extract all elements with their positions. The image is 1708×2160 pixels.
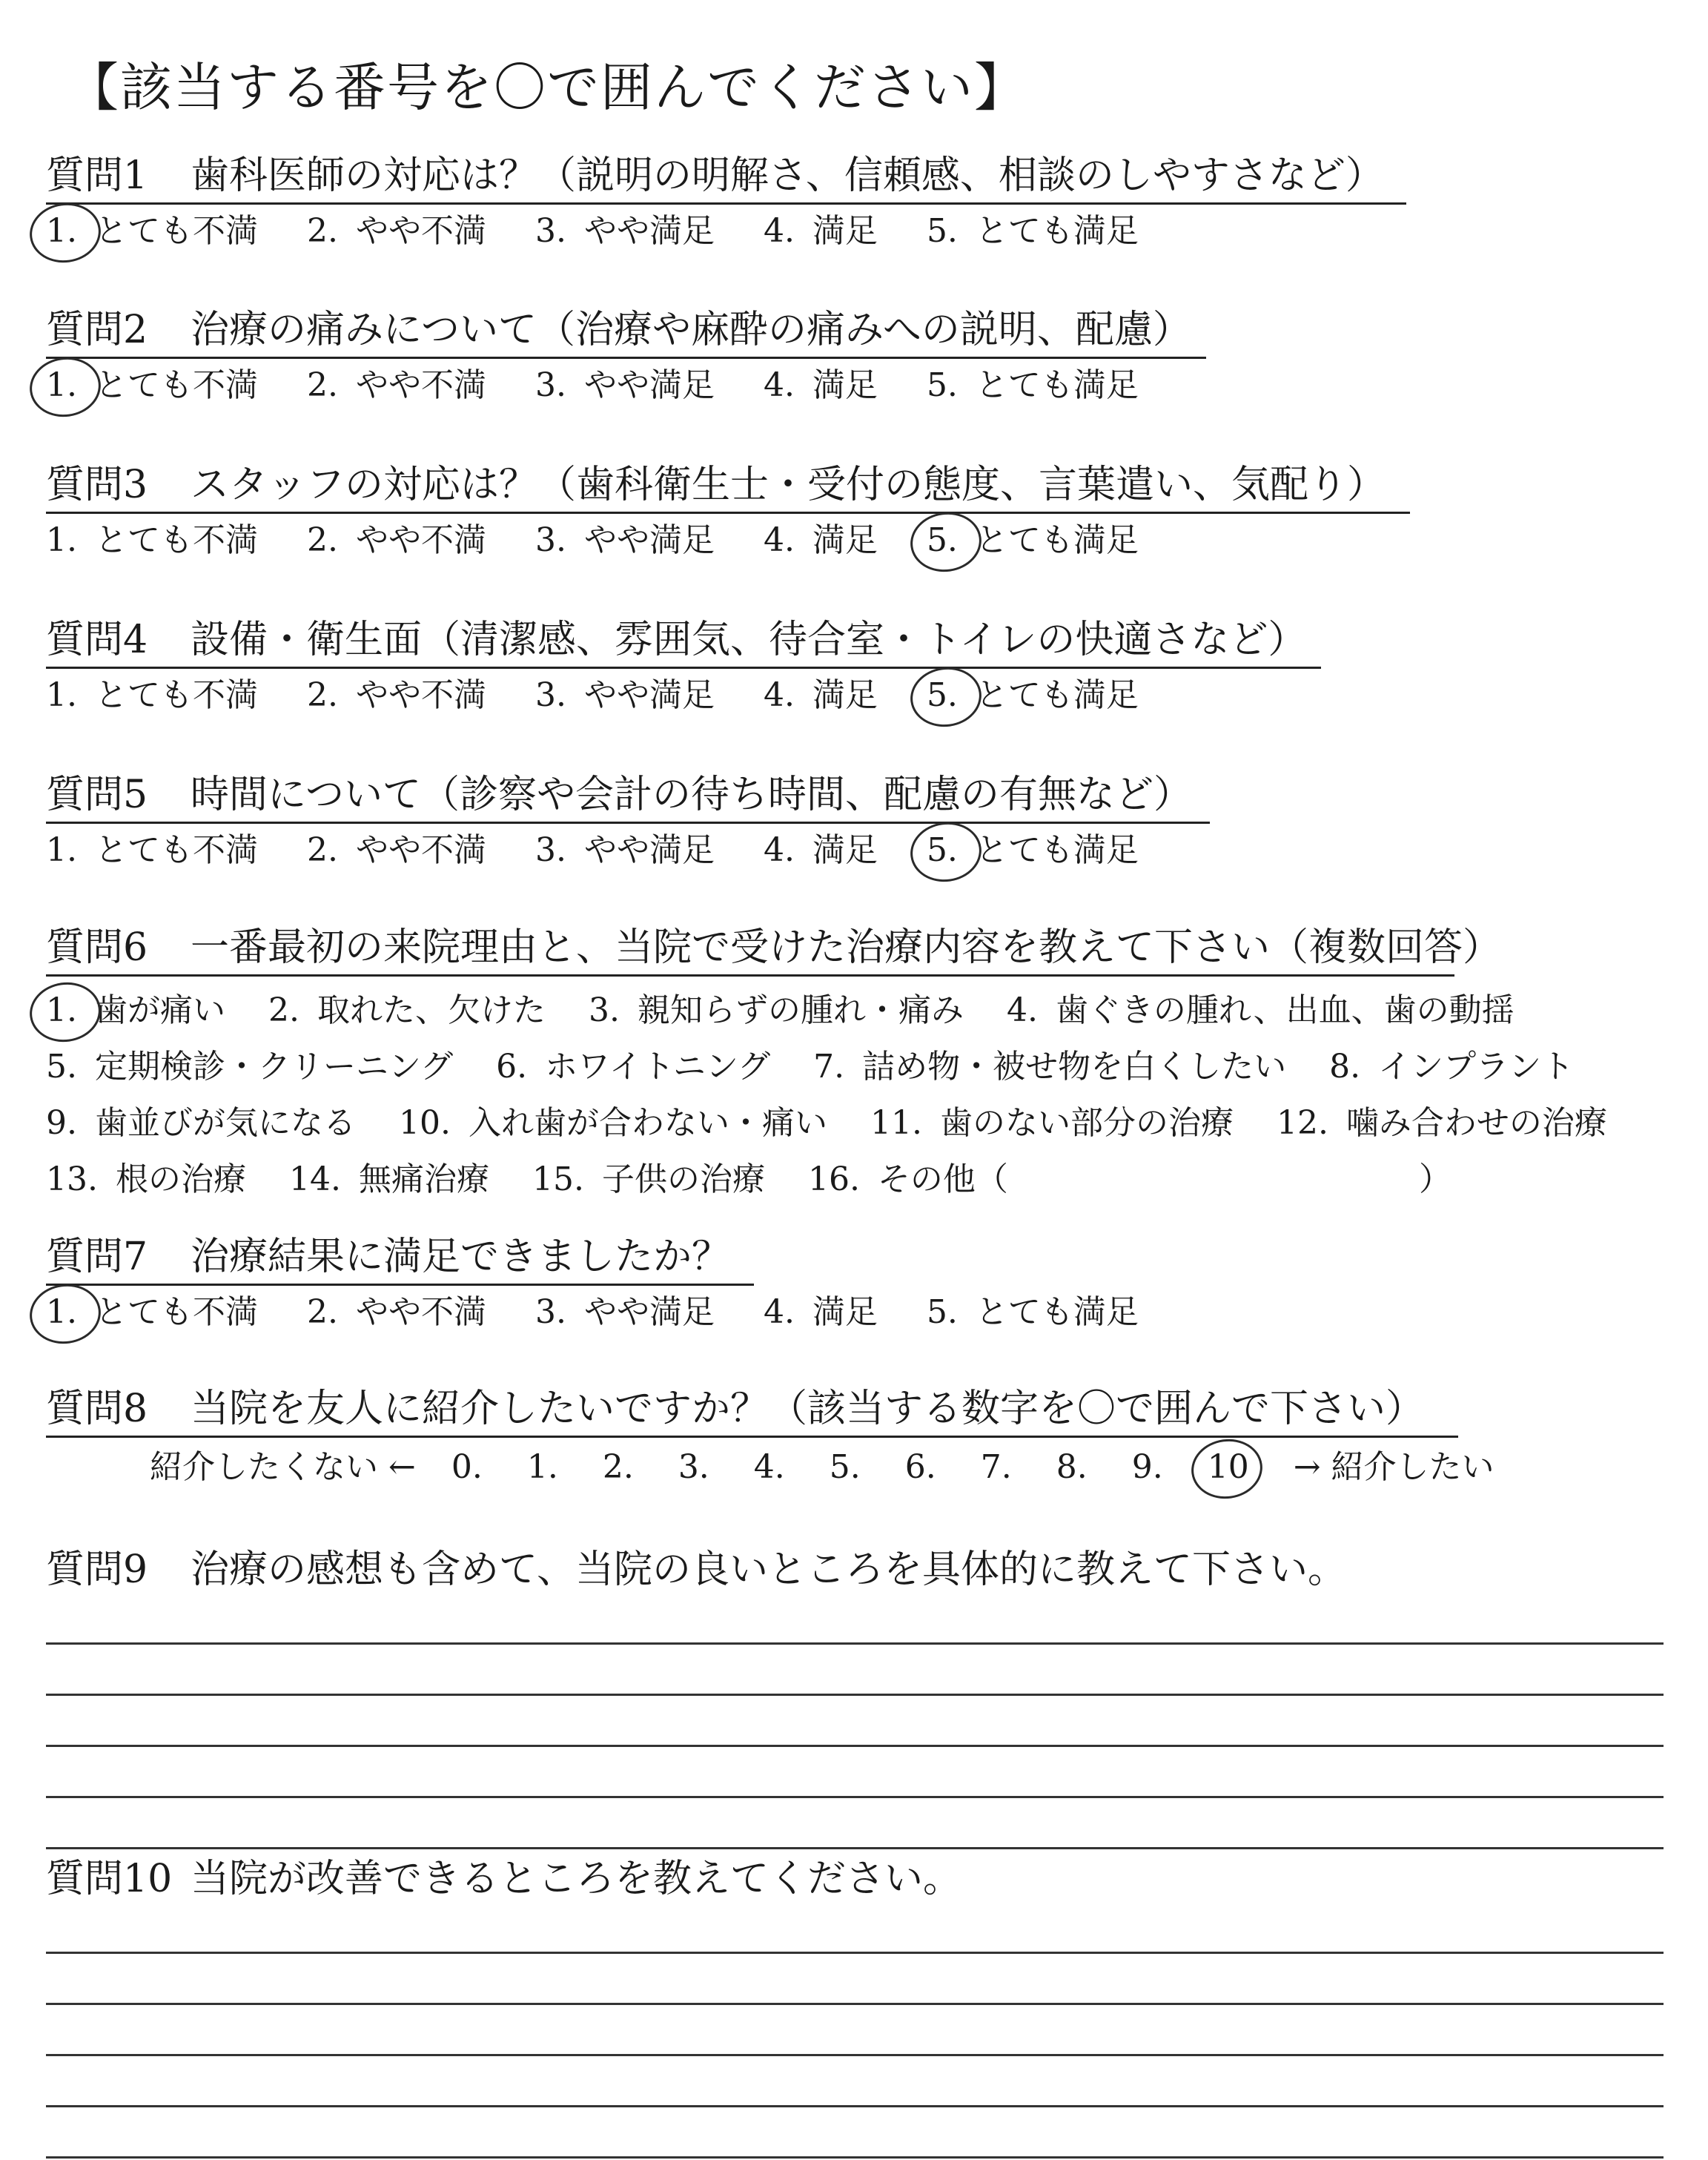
question-text: スタッフの対応は？（歯科衛生士・受付の態度、言葉遣い、気配り） [191, 463, 1386, 507]
rating-options [46, 828, 1664, 873]
question-underline [46, 822, 1210, 824]
question-number: 質問4 [46, 618, 148, 662]
question-number: 質問9 [46, 1548, 148, 1592]
option-3[interactable]: 3. 親知らずの腫れ・痛み [588, 991, 964, 1029]
option-3[interactable]: 3. やや満足 [534, 676, 715, 714]
option-2[interactable]: 2. やや不満 [306, 212, 486, 250]
write-line [46, 2156, 1664, 2159]
option-1-selected[interactable]: 1. 歯が痛い [46, 988, 225, 1033]
question-8 [46, 1385, 1664, 1490]
question-number: 質問8 [46, 1387, 148, 1431]
scale-value-9[interactable]: 9. [1131, 1448, 1163, 1486]
option-15[interactable]: 15. 子供の治療 [532, 1160, 765, 1198]
option-1[interactable]: 1. とても不満 [46, 521, 258, 559]
option-3[interactable]: 3. やや満足 [534, 212, 715, 250]
write-line [46, 1745, 1664, 1747]
option-7[interactable]: 7. 詰め物・被せ物を白くしたい [813, 1048, 1287, 1086]
scale-value-5[interactable]: 5. [829, 1448, 861, 1486]
option-4[interactable]: 4. 満足 [763, 676, 878, 714]
write-line [46, 2105, 1664, 2107]
option-5-selected[interactable]: 5. とても満足 [927, 828, 1139, 873]
option-13[interactable]: 13. 根の治療 [46, 1160, 246, 1198]
option-2[interactable]: 2. やや不満 [306, 831, 486, 869]
write-line [46, 1847, 1664, 1849]
question-number: 質問7 [46, 1235, 148, 1279]
option-3[interactable]: 3. やや満足 [534, 521, 715, 559]
rating-options [46, 518, 1664, 563]
scale-right-label: → 紹介したい [1293, 1448, 1494, 1486]
question-text: 一番最初の来院理由と、当院で受けた治療内容を教えて下さい（複数回答） [191, 925, 1502, 970]
question-text: 当院を友人に紹介したいですか？（該当する数字を〇で囲んで下さい） [191, 1387, 1425, 1431]
scale-value-2[interactable]: 2. [602, 1448, 634, 1486]
multi-options-row-4 [46, 1157, 1664, 1202]
question-underline [46, 512, 1410, 514]
option-5-selected[interactable]: 5. とても満足 [927, 673, 1139, 718]
option-5-selected[interactable]: 5. とても満足 [927, 518, 1139, 563]
question-text: 歯科医師の対応は？（説明の明解さ、信頼感、相談のしやすさなど） [191, 153, 1384, 198]
question-3 [46, 461, 1664, 563]
option-4[interactable]: 4. 満足 [763, 1293, 878, 1331]
page-title: 【該当する番号を〇で囲んでください】 [67, 57, 1027, 118]
question-number: 質問1 [46, 153, 148, 198]
option-4[interactable]: 4. 満足 [763, 212, 878, 250]
question-text: 設備・衛生面（清潔感、雰囲気、待合室・トイレの快適さなど） [191, 618, 1307, 662]
option-1-selected[interactable]: 1. とても不満 [46, 1290, 258, 1335]
option-5[interactable]: 5. とても満足 [926, 366, 1139, 404]
question-6 [46, 924, 1664, 1202]
option-4[interactable]: 4. 満足 [763, 831, 878, 869]
question-5 [46, 771, 1664, 873]
option-3[interactable]: 3. やや満足 [534, 1293, 715, 1331]
question-number: 質問5 [46, 773, 148, 817]
question-number: 質問2 [46, 308, 148, 352]
answer-lines[interactable] [46, 1642, 1664, 1849]
question-4 [46, 616, 1664, 718]
question-2 [46, 306, 1664, 408]
option-12[interactable]: 12. 噛み合わせの治療 [1276, 1104, 1607, 1142]
question-text: 当院が改善できるところを教えてください。 [191, 1857, 962, 1901]
scale-value-3[interactable]: 3. [678, 1448, 709, 1486]
rating-options [46, 1290, 1664, 1335]
question-underline [46, 667, 1321, 669]
option-16-other[interactable]: 16. その他（ ） [808, 1157, 1452, 1202]
scale-left-label: 紹介したくない ← [150, 1448, 416, 1486]
option-1[interactable]: 1. とても不満 [46, 831, 258, 869]
scale-value-8[interactable]: 8. [1056, 1448, 1088, 1486]
rating-options [46, 363, 1664, 408]
option-1[interactable]: 1. とても不満 [46, 676, 258, 714]
question-text: 治療の感想も含めて、当院の良いところを具体的に教えて下さい。 [191, 1548, 1346, 1592]
multi-options-row-3 [46, 1101, 1664, 1146]
scale-value-1[interactable]: 1. [526, 1448, 558, 1486]
write-line [46, 1952, 1664, 1954]
option-2[interactable]: 2. 取れた、欠けた [268, 991, 546, 1029]
answer-lines[interactable] [46, 1952, 1664, 2159]
question-text: 時間について（診察や会計の待ち時間、配慮の有無など） [191, 773, 1192, 817]
option-4[interactable]: 4. 満足 [763, 366, 878, 404]
multi-options-row-1 [46, 988, 1664, 1033]
option-11[interactable]: 11. 歯のない部分の治療 [870, 1104, 1234, 1142]
scale-value-10-selected[interactable]: 10 [1208, 1445, 1249, 1490]
rating-options [46, 673, 1664, 718]
write-line [46, 1796, 1664, 1798]
option-1-selected[interactable]: 1. とても不満 [46, 363, 258, 408]
question-underline [46, 1436, 1458, 1438]
scale-value-4[interactable]: 4. [753, 1448, 785, 1486]
question-text: 治療の痛みについて（治療や麻酔の痛みへの説明、配慮） [191, 308, 1191, 352]
option-2[interactable]: 2. やや不満 [306, 521, 486, 559]
option-2[interactable]: 2. やや不満 [306, 366, 486, 404]
other-open-paren: その他（ [877, 1160, 1008, 1198]
scale-value-0[interactable]: 0. [451, 1448, 483, 1486]
write-line [46, 2054, 1664, 2056]
scale-value-7[interactable]: 7. [980, 1448, 1012, 1486]
question-underline [46, 202, 1406, 205]
question-9 [46, 1546, 1664, 1849]
write-line [46, 1642, 1664, 1645]
question-text: 治療結果に満足できましたか？ [191, 1235, 731, 1279]
option-9[interactable]: 9. 歯並びが気になる [46, 1104, 356, 1142]
write-line [46, 2003, 1664, 2005]
option-4[interactable]: 4. 歯ぐきの腫れ、出血、歯の動揺 [1006, 991, 1515, 1029]
question-underline [46, 974, 1454, 977]
option-14[interactable]: 14. 無痛治療 [288, 1160, 489, 1198]
question-number: 質問3 [46, 463, 148, 507]
other-close-paren: ） [1418, 1160, 1452, 1198]
option-1-selected[interactable]: 1. とても不満 [46, 209, 258, 254]
question-number: 質問10 [46, 1857, 173, 1901]
question-10 [46, 1855, 1664, 2159]
option-6[interactable]: 6. ホワイトニング [496, 1048, 771, 1086]
scale-value-6[interactable]: 6. [904, 1448, 936, 1486]
option-5[interactable]: 5. とても満足 [926, 212, 1139, 250]
question-7 [46, 1233, 1664, 1335]
question-underline [46, 1284, 754, 1286]
option-8[interactable]: 8. インプラント [1329, 1048, 1575, 1086]
option-3[interactable]: 3. やや満足 [534, 831, 715, 869]
option-5[interactable]: 5. 定期検診・クリーニング [46, 1048, 454, 1086]
multi-options-row-2 [46, 1045, 1664, 1089]
question-1 [46, 152, 1664, 254]
option-10[interactable]: 10. 入れ歯が合わない・痛い [398, 1104, 827, 1142]
option-2[interactable]: 2. やや不満 [306, 676, 486, 714]
option-5[interactable]: 5. とても満足 [926, 1293, 1139, 1331]
option-2[interactable]: 2. やや不満 [306, 1293, 486, 1331]
write-line [46, 1694, 1664, 1696]
recommend-scale [46, 1445, 1664, 1490]
option-4[interactable]: 4. 満足 [763, 521, 878, 559]
question-number: 質問6 [46, 925, 148, 970]
rating-options [46, 209, 1664, 254]
option-3[interactable]: 3. やや満足 [534, 366, 715, 404]
question-underline [46, 357, 1206, 359]
